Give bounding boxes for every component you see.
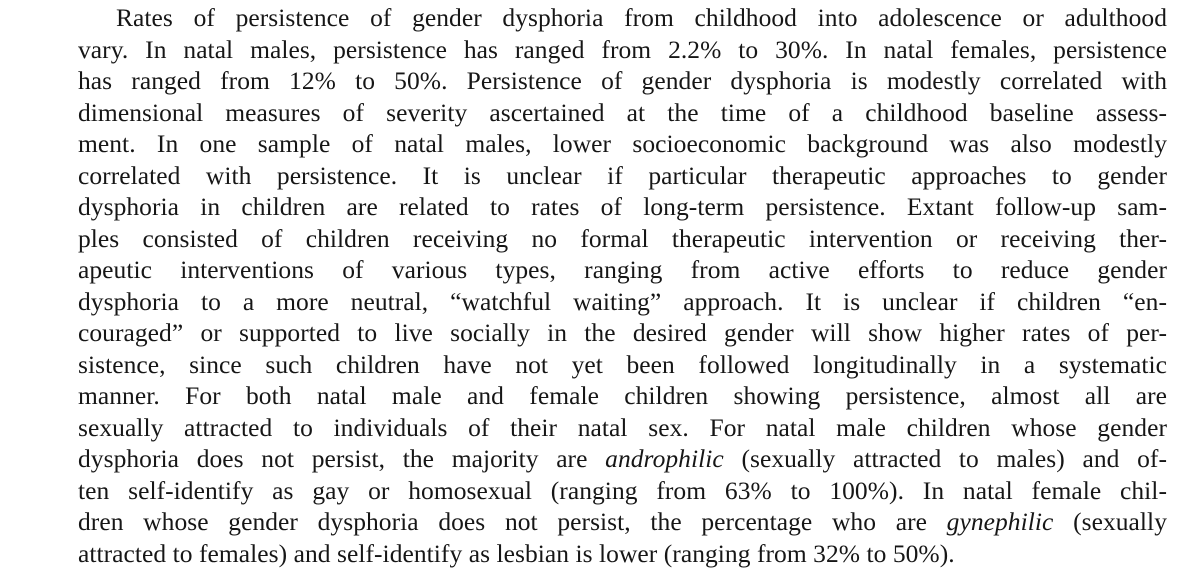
text-segment: dren whose gender dysphoria does not persist, the percentage who are — [78, 507, 947, 536]
text-line — [78, 349, 1167, 381]
text-segment: manner. For both natal male and female children showing persistence, almost all are — [78, 381, 1167, 410]
text-segment: apeutic interventions of various types, ranging from active efforts to reduce gender — [78, 255, 1167, 284]
text-segment: attracted to females) and self-identify as lesbian is lower (ranging from 32% to 50%). — [78, 538, 955, 568]
text-line — [78, 160, 1167, 192]
text-segment: (sexually — [1053, 507, 1167, 536]
text-segment: ten self-identify as gay or homosexual (ranging from 63% to 100%). In natal female chil- — [78, 475, 1167, 505]
text-line — [78, 412, 1167, 444]
text-segment: has ranged from 12% to 50%. Persistence of gender dysphoria is modestly correlated with — [78, 66, 1167, 95]
text-segment: dysphoria in children are related to rates of long-term persistence. Extant follow-up sam- — [78, 192, 1167, 221]
text-line — [78, 191, 1167, 223]
text-line — [78, 254, 1167, 286]
text-line — [78, 506, 1167, 538]
text-line — [78, 97, 1167, 129]
text-segment: dimensional measures of severity ascertained at the time of a childhood baseline assess- — [78, 97, 1167, 127]
text-line — [78, 128, 1167, 160]
text-segment: ples consisted of children receiving no formal therapeutic intervention or receiving ther- — [78, 223, 1167, 253]
text-line — [78, 538, 1167, 570]
text-line — [78, 286, 1167, 318]
text-segment: correlated with persistence. It is unclear if particular therapeutic approaches to gender — [78, 160, 1167, 190]
text-line — [78, 2, 1167, 34]
text-line — [78, 223, 1167, 255]
text-line — [78, 317, 1167, 349]
text-segment: sistence, since such children have not yet been followed longitudinally in a systematic — [78, 349, 1167, 379]
text-segment: vary. In natal males, persistence has ranged from 2.2% to 30%. In natal females, persistence — [78, 34, 1167, 64]
text-segment: couraged” or supported to live socially in the desired gender will show higher rates of per- — [78, 318, 1167, 347]
text-line — [78, 34, 1167, 66]
text-segment: Rates of persistence of gender dysphoria from childhood into adolescence or adulthood — [116, 3, 1167, 32]
text-line — [78, 380, 1167, 412]
text-line — [78, 65, 1167, 97]
text-segment: dysphoria does not persist, the majority are — [78, 444, 606, 473]
italic-term-gynephilic: gynephilic — [946, 507, 1054, 536]
text-segment: dysphoria to a more neutral, “watchful waiting” approach. It is unclear if children “en- — [78, 286, 1167, 316]
text-line — [78, 443, 1167, 475]
text-segment: sexually attracted to individuals of their natal sex. For natal male children whose gender — [78, 412, 1167, 442]
text-line — [78, 475, 1167, 507]
body-paragraph — [78, 2, 1178, 569]
italic-term-androphilic: androphilic — [605, 444, 724, 473]
text-segment: ment. In one sample of natal males, lower socioeconomic background was also modestly — [78, 129, 1167, 158]
text-segment: (sexually attracted to males) and of- — [723, 444, 1168, 473]
